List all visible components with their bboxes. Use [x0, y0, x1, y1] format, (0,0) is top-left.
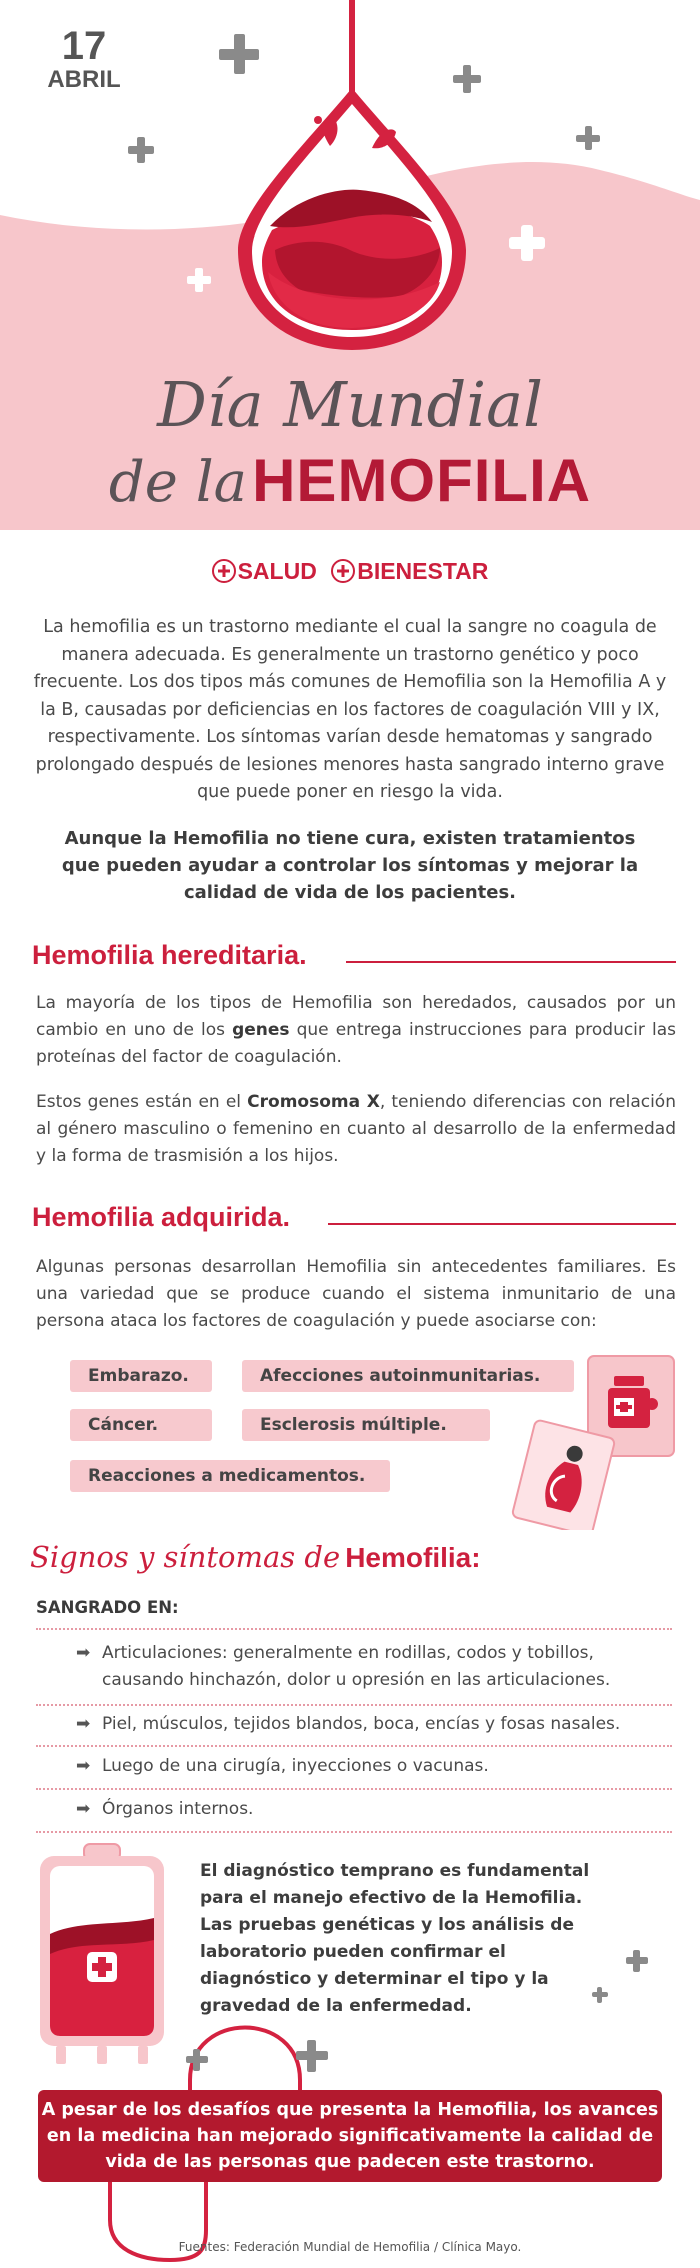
diagnosis-paragraph: El diagnóstico temprano es fundamental para el manejo efectivo de la Hemofilia. Las pruebas genéticas y los análisis de laboratorio pueden confirmar el diagnóstico y determinar el tipo y la gravedad de la enfermedad.	[200, 1861, 590, 2016]
tag-afecciones: Afecciones autoinmunitarias.	[242, 1360, 574, 1392]
badge-word-bienestar: BIENESTAR	[357, 558, 489, 584]
pregnancy-card-icon	[512, 1419, 616, 1530]
arrow-right-icon: ➡	[76, 1643, 91, 1663]
tag-embarazo: Embarazo.	[70, 1360, 212, 1392]
list-item-text: Piel, músculos, tejidos blandos, boca, encías y fosas nasales.	[102, 1714, 621, 1734]
acquired-title: Hemofilia adquirida.	[32, 1202, 291, 1232]
intro-highlight: Aunque la Hemofilia no tiene cura, existen tratamientos que pueden ayudar a controlar los síntomas y mejorar la calidad de vida de los pacientes.	[61, 828, 639, 903]
acquired-paragraph: Algunas personas desarrollan Hemofilia sin antecedentes familiares. Es una variedad que se produce cuando el sistema inmunitario de una persona ataca los factores de coagulación y puede asociarse con:	[36, 1257, 676, 1331]
hereditary-p1-text-end: que entrega instrucciones para producir las proteínas del factor de coagulación.	[36, 1020, 676, 1067]
list-item-text: Luego de una cirugía, inyecciones o vacunas.	[102, 1756, 489, 1776]
hereditary-p1-bold: genes	[232, 1020, 290, 1040]
closing-banner: A pesar de los desafíos que presenta la Hemofilia, los avances en la medicina han mejorado significativamente la calidad de vida de las personas que padecen este trastorno.	[38, 2090, 662, 2182]
tag-esclerosis: Esclerosis múltiple.	[242, 1409, 490, 1441]
tag-reacciones: Reacciones a medicamentos.	[70, 1460, 390, 1492]
health-badge	[0, 558, 700, 585]
title-prefix: de la	[108, 450, 247, 515]
blood-bag-icon	[40, 1844, 164, 2064]
plus-circle-icon	[212, 559, 236, 583]
date-badge	[44, 26, 124, 94]
dotted-divider	[36, 1628, 672, 1630]
hereditary-p2-text: Estos genes están en el	[36, 1092, 248, 1112]
illustration-cards	[504, 1354, 684, 1530]
tag-cancer: Cáncer.	[70, 1409, 212, 1441]
list-item	[76, 1753, 676, 1780]
hereditary-paragraph-2	[36, 1089, 676, 1170]
dotted-divider	[36, 1788, 672, 1790]
bleeding-subhead: SANGRADO EN:	[36, 1598, 179, 1617]
sources-footer: Fuentes: Federación Mundial de Hemofilia / Clínica Mayo.	[178, 2240, 522, 2254]
dotted-divider	[36, 1704, 672, 1706]
intro-paragraph: La hemofilia es un trastorno mediante el cual la sangre no coagula de manera adecuada. Es generalmente un trastorno genético y poco frecuente. Los dos tipos más comunes de Hemofilia son la Hemofilia A y la B, causadas por deficiencias en los factores de coagulación VIII y IX, respectivamente. Los síntomas varían desde hematomas y sangrado prolongado después de lesiones menores hasta sangrado interno grave que puede poner en riesgo la vida.	[33, 617, 667, 802]
section-divider	[346, 961, 676, 963]
badge-word-salud: SALUD	[237, 558, 317, 584]
hereditary-p2-bold: Cromosoma X	[247, 1092, 380, 1112]
arrow-right-icon: ➡	[76, 1799, 91, 1819]
signs-title	[30, 1540, 481, 1574]
arrow-right-icon: ➡	[76, 1756, 91, 1776]
date-day: 17	[61, 24, 107, 68]
list-item	[76, 1796, 676, 1823]
title-line2	[0, 446, 700, 530]
date-month: ABRIL	[47, 66, 121, 93]
hereditary-p1-text: La mayoría de los tipos de Hemofilia son heredados, causados por un cambio en uno de los	[36, 993, 676, 1040]
arrow-right-icon: ➡	[76, 1714, 91, 1734]
plus-circle-icon	[331, 559, 355, 583]
signs-title-bold: Hemofilia:	[345, 1542, 481, 1573]
list-item-text: Órganos internos.	[102, 1799, 254, 1819]
title-line1: Día Mundial	[157, 368, 543, 441]
list-item-text: Articulaciones: generalmente en rodillas, codos y tobillos, causando hinchazón, dolor u opresión en las articulaciones.	[102, 1643, 611, 1690]
section-divider	[328, 1223, 676, 1225]
list-item	[76, 1711, 676, 1738]
hero	[0, 0, 700, 530]
signs-title-script: Signos y síntomas de	[30, 1540, 341, 1574]
list-item	[76, 1640, 676, 1694]
title-bold: HEMOFILIA	[252, 447, 592, 514]
hereditary-paragraph-1	[36, 990, 676, 1071]
hereditary-p2-text-end: , teniendo diferencias con relación al género masculino o femenino en cuanto al desarrollo de la enfermedad y la forma de trasmisión a los hijos.	[36, 1092, 676, 1166]
dotted-divider	[36, 1745, 672, 1747]
hereditary-title: Hemofilia hereditaria.	[32, 940, 307, 970]
